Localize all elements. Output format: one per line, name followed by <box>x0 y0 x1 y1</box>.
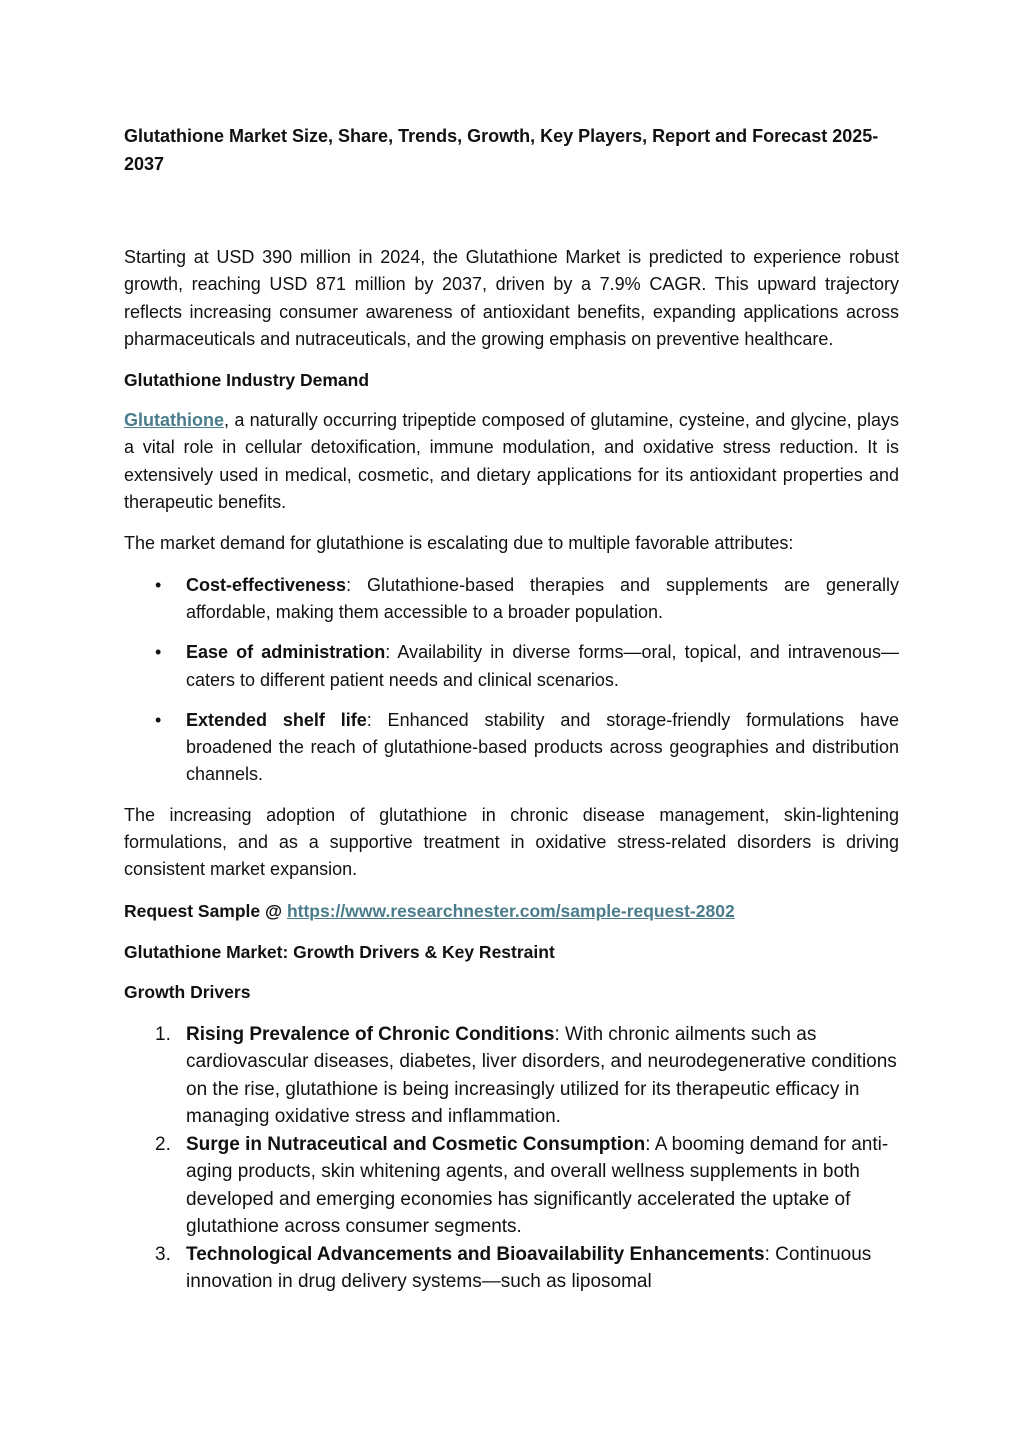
list-number: 1. <box>155 1023 171 1045</box>
list-item <box>124 1131 899 1241</box>
bullet-icon: • <box>155 709 162 730</box>
driver-term: Rising Prevalence of Chronic Conditions <box>186 1023 555 1045</box>
drivers-heading: Glutathione Market: Growth Drivers & Key Restraint <box>124 941 555 962</box>
glutathione-link[interactable]: Glutathione <box>124 410 224 431</box>
driver-text: : With chronic ailments such as cardiovascular diseases, diabetes, liver disorders, and neurodegenerative conditions on the rise, glutathione is being increasingly utilized for its therapeutic efficacy in managing oxidative stress and inflammation. <box>186 1023 897 1128</box>
request-label: Request Sample @ <box>124 900 287 921</box>
demand-heading: Glutathione Industry Demand <box>124 370 370 391</box>
sample-request-link[interactable]: https://www.researchnester.com/sample-request-2802 <box>286 900 735 921</box>
driver-text: : A booming demand for anti-aging products, skin whitening agents, and overall wellness supplements in both developed and emerging economies has significantly accelerated the uptake of glutathione across consumer segments. <box>186 1133 889 1238</box>
list-number: 3. <box>155 1243 171 1265</box>
driver-term: Technological Advancements and Bioavailability Enhancements <box>186 1243 765 1265</box>
request-sample-line <box>124 898 899 924</box>
list-item <box>124 639 899 694</box>
document-page <box>124 122 899 1296</box>
demand-paragraph <box>124 407 899 516</box>
attributes-intro: The market demand for glutathione is escalating due to multiple favorable attributes: <box>124 533 794 554</box>
bullet-icon: • <box>155 574 162 595</box>
driver-term: Surge in Nutraceutical and Cosmetic Consumption <box>186 1133 646 1155</box>
bullet-text: : Availability in diverse forms—oral, topical, and intravenous—caters to different patient needs and clinical scenarios. <box>186 642 899 690</box>
demand-text: , a naturally occurring tripeptide composed of glutamine, cysteine, and glycine, plays a vital role in cellular detoxification, immune modulation, and oxidative stress reduction. It is extensively used in medical, cosmetic, and dietary applications for its antioxidant properties and therapeutic benefits. <box>124 410 899 513</box>
page-title: Glutathione Market Size, Share, Trends, Growth, Key Players, Report and Forecast 2025-2037 <box>124 126 879 174</box>
list-item <box>124 1241 899 1296</box>
bullet-term: Ease of administration <box>186 642 386 663</box>
adoption-paragraph: The increasing adoption of glutathione in chronic disease management, skin-lightening formulations, and as a supportive treatment in oxidative stress-related disorders is driving consistent market expansion. <box>124 804 899 880</box>
list-number: 2. <box>155 1133 171 1155</box>
growth-drivers-heading: Growth Drivers <box>124 981 251 1002</box>
bullet-icon: • <box>155 642 162 663</box>
intro-paragraph: Starting at USD 390 million in 2024, the Glutathione Market is predicted to experience robust growth, reaching USD 871 million by 2037, driven by a 7.9% CAGR. This upward trajectory reflects increasing consumer awareness of antioxidant benefits, expanding applications across pharmaceuticals and nutraceuticals, and the growing emphasis on preventive healthcare. <box>124 247 899 349</box>
attributes-list <box>124 572 899 789</box>
bullet-term: Extended shelf life <box>186 709 367 730</box>
list-item <box>124 707 899 789</box>
bullet-text: : Glutathione-based therapies and supplements are generally affordable, making them accessible to a broader population. <box>186 574 899 622</box>
growth-drivers-list <box>124 1021 899 1296</box>
driver-text: : Continuous innovation in drug delivery systems—such as liposomal <box>186 1243 872 1293</box>
list-item <box>124 1021 899 1131</box>
list-item <box>124 572 899 627</box>
bullet-text: : Enhanced stability and storage-friendly formulations have broadened the reach of glutathione-based products across geographies and distribution channels. <box>186 709 899 785</box>
bullet-term: Cost-effectiveness <box>186 574 347 595</box>
